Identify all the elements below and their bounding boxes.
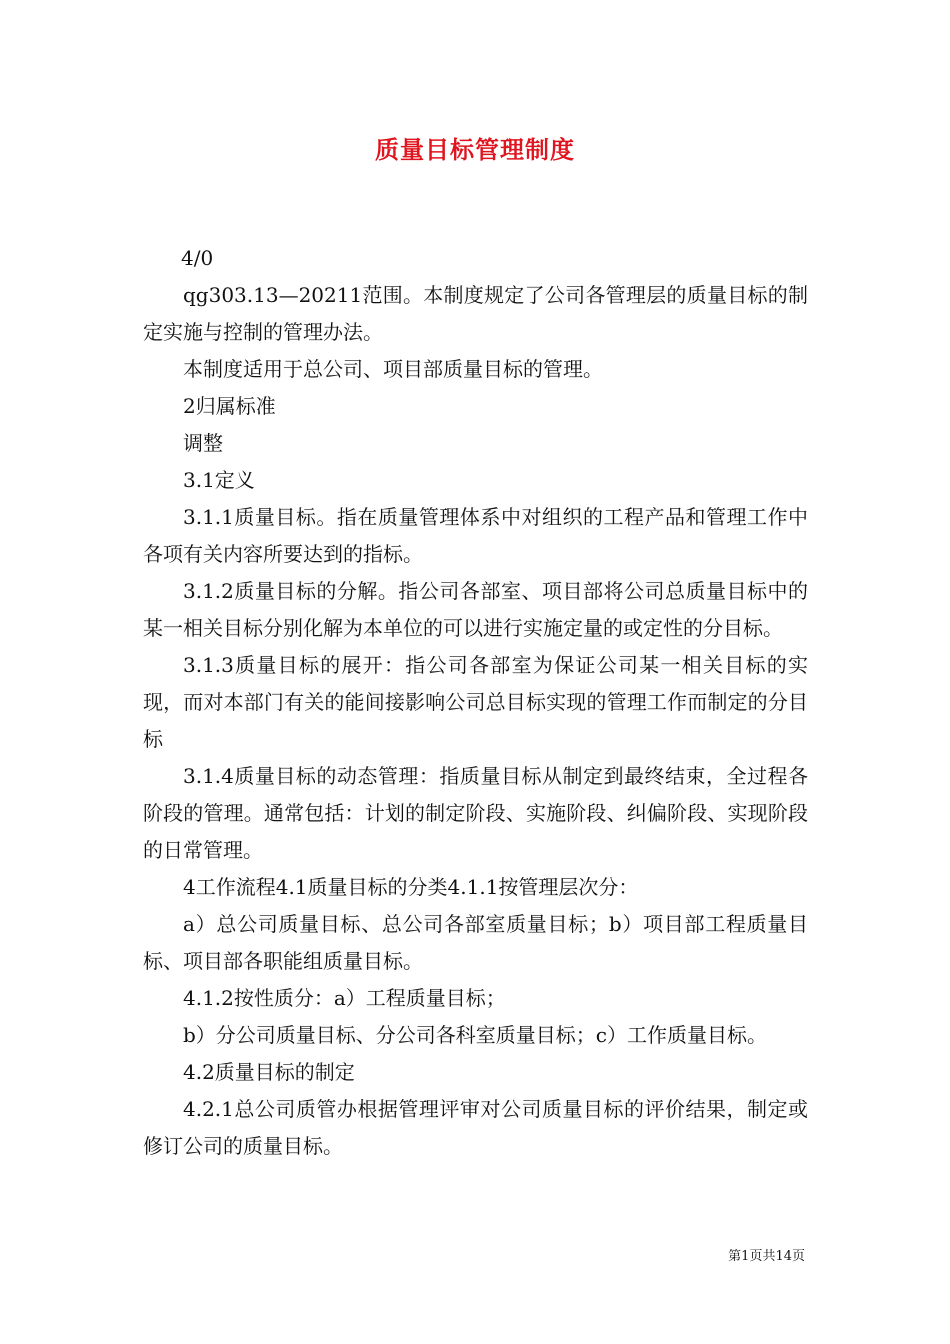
- paragraph: b）分公司质量目标、分公司各科室质量目标；c）工作质量目标。: [183, 1023, 768, 1047]
- paragraph: 3.1.1质量目标。指在质量管理体系中对组织的工程产品和管理工作中各项有关内容所要达到的指标。: [143, 505, 808, 566]
- paragraph: 3.1.2质量目标的分解。指公司各部室、项目部将公司总质量目标中的某一相关目标分别化解为本单位的可以进行实施定量的或定性的分目标。: [143, 579, 808, 640]
- paragraph: 4工作流程4.1质量目标的分类4.1.1按管理层次分：: [183, 875, 639, 899]
- paragraph: 2归属标准: [183, 394, 276, 418]
- paragraph: qg303.13—20211范围。本制度规定了公司各管理层的质量目标的制定实施与控制的管理办法。: [143, 283, 808, 344]
- paragraph: 4.1.2按性质分：a）工程质量目标；: [183, 986, 506, 1010]
- paragraph: 4.2.1总公司质管办根据管理评审对公司质量目标的评价结果，制定或修订公司的质量目标。: [143, 1097, 808, 1158]
- paragraph: 3.1.4质量目标的动态管理：指质量目标从制定到最终结束，全过程各阶段的管理。通常包括：计划的制定阶段、实施阶段、纠偏阶段、实现阶段的日常管理。: [143, 764, 808, 862]
- paragraph: 3.1.3质量目标的展开：指公司各部室为保证公司某一相关目标的实现，而对本部门有关的能间接影响公司总目标实现的管理工作而制定的分目标: [143, 653, 808, 751]
- document-body: [143, 240, 808, 1165]
- paragraph: 4/0: [181, 246, 214, 270]
- paragraph: 4.2质量目标的制定: [183, 1060, 355, 1084]
- paragraph: 调整: [183, 431, 223, 455]
- paragraph: 3.1定义: [183, 468, 255, 492]
- paragraph: 本制度适用于总公司、项目部质量目标的管理。: [183, 357, 603, 381]
- page-number: 第1页共14页: [728, 1249, 805, 1264]
- document-title: 质量目标管理制度: [375, 136, 575, 164]
- paragraph: a）总公司质量目标、总公司各部室质量目标；b）项目部工程质量目标、项目部各职能组质量目标。: [143, 912, 808, 973]
